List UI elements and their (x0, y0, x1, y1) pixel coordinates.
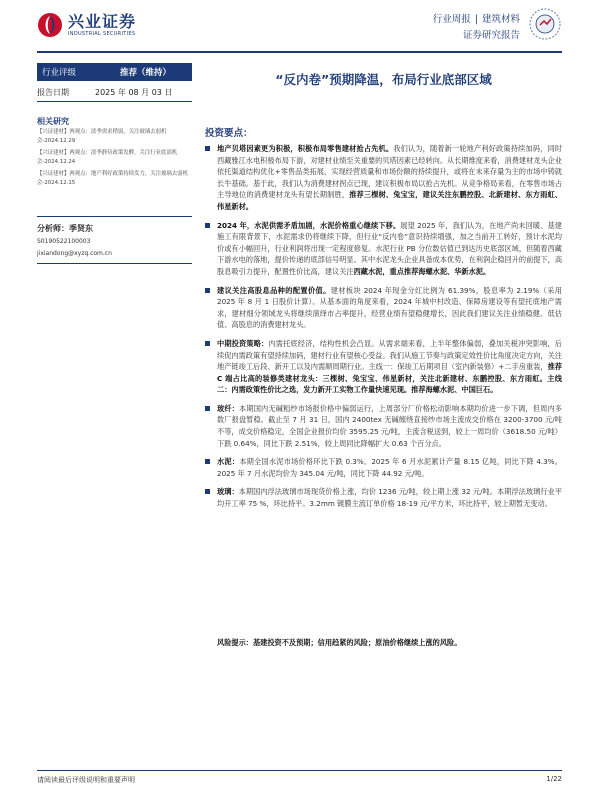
rating-label: 行业评级 (42, 68, 77, 78)
sidebar-divider (37, 216, 192, 217)
footer-divider (37, 770, 562, 771)
report-date (37, 87, 192, 98)
bullet-icon (205, 223, 210, 228)
sidebar-divider (37, 263, 192, 264)
related-research-item[interactable]: 【兴证建材】两观点：淡季需求稍弱，关注玻璃去弱机会-2024.12.29 (37, 129, 167, 144)
analyst-name: 分析师：季贤东 (37, 224, 93, 233)
bullet-icon (205, 406, 210, 411)
related-research-item[interactable]: 【兴证建材】两观点：淡季静待政策发酵，关注行业底部机会-2024.12.24 (37, 150, 178, 165)
analyst-email[interactable]: jixiandong@xyzq.com.cn (37, 250, 112, 257)
investment-point: 水泥：本期全国水泥市场价格环比下跌 0.3%。2025 年 6 月水泥累计产量 8.15 亿吨，同比下降 4.3%。2025 年 7 月水泥均价为 345.04 元/吨，同比下降 44.92 元/吨。 (205, 456, 562, 479)
page-number: 1/22 (546, 775, 562, 783)
report-title: “反内卷”预期降温，布局行业底部区域 (275, 72, 492, 87)
rating-value: 推荐（维持） (119, 68, 171, 78)
company-logo-icon (37, 12, 63, 38)
bullet-icon (205, 489, 210, 494)
related-research-list (37, 128, 195, 191)
footer-disclaimer: 请阅读最后评级说明和重要声明 (37, 776, 135, 784)
bullet-icon (205, 146, 210, 151)
report-type: 行业周报 (432, 14, 471, 25)
investment-points (205, 143, 562, 517)
bullet-icon (205, 341, 210, 346)
investment-point: 中期投资策略：内需托底经济，结构性机会凸显。从需求端来看，上半年整体偏弱，叠加关税冲突影响，后续促内需政策有望持续加码，建材行业有望核心受益。我们从施工节奏与政策定效性价比角度决定方向，关注地产链竣工后段、新开工以及内需顺周期行业。主线一：保竣工后期项目（室内新装修）+二手房重装，推荐 C 端占比高的装修类建材龙头：三棵树、兔宝宝、伟星新材，关注北新建材、东鹏控股、东方雨虹。主线二：内需政策性价比之选，发力新开工实物工作量快速见现。推荐海螺水泥、中国巨石。 (205, 338, 562, 396)
report-series: 证券研究报告 (462, 30, 520, 41)
related-research-title: 相关研究 (37, 117, 69, 126)
logo-text-en: INDUSTRIAL SECURITIES (68, 30, 136, 37)
bullet-icon (205, 459, 210, 464)
date-label: 报告日期 (37, 88, 69, 97)
investment-point: 建议关注高股息品种的配置价值。建材板块 2024 年现金分红比例为 61.39%，股息率为 2.19%（采用 2025 年 8 月 1 日股价计算）。从基本面的角度来看，2024 年城中村改造、保障房建设等有望托底地产需求，建材细分领域龙头将继续演绎市占率提升，经营业绩有望稳健增长，因此我们建议关注业绩稳健、低估值、高股息的消费建材龙头。 (205, 285, 562, 331)
risk-warning: 风险提示：基建投资不及预期；信用趋紧的风险；原油价格继续上涨的风险。 (217, 638, 462, 647)
sidebar-divider (37, 101, 192, 102)
investment-point: 地产贝塔因素更为积极，积极布局零售建材抢占先机。我们认为，随着新一轮地产利好政策持续加码，同时西藏雅江水电积极布局下游，对建材业绩至关重要的贝塔因素已经转向。从长期维度来看，消费建材龙头企业依托渠道结构优化+零售品类拓展，实现经营质量和市场份额的持续提升，或将在未来存量为主的市场中铸就长牛基础。基于此，我们认为消费建材拐点已现，建议积极布局以抢占先机。从竞争格局来看，在零售市场占主导地位的消费建材龙头有望长期制胜，推荐三棵树、兔宝宝，建议关注东鹏控股、北新建材、东方雨虹、伟星新材。 (205, 143, 562, 213)
page-header (0, 0, 600, 56)
industry-name: 建筑材料 (481, 14, 520, 25)
related-research-item[interactable]: 【兴证建材】两观点：地产利好政策持续发力，关注玻璃去弱机会-2024.12.15 (37, 171, 188, 186)
report-meta (433, 12, 520, 44)
header-divider (37, 51, 562, 53)
date-value: 2025 年 08 月 03 日 (95, 88, 173, 97)
bullet-icon (205, 288, 210, 293)
section-title: 投资要点： (205, 128, 253, 139)
logo-text-cn: 兴业证券 (68, 11, 137, 31)
company-logo (37, 12, 136, 38)
separator: | (474, 14, 478, 25)
rating-badge-icon (528, 7, 562, 41)
analyst-license-id: S0190522100003 (37, 238, 91, 245)
industry-rating (37, 63, 192, 81)
investment-point: 2024 年，水泥供需矛盾加剧，水泥价格重心继续下移。展望 2025 年，我们认为，在地产尚未回暖、基建施工有限背景下，水泥需求仍将继续下降，但行业“反内卷”意识持续增强，加之当前开工转好，预计水泥均价或有小幅回升，行业利润将出现一定程度修复。水泥行业 PB 分位数估值已到达历史底部区域，但随着西藏下游水电的落地，提价传递的底部信号明显。其中水泥龙头企业具备成本优势，在利润企稳回升的前提下，高股息吸引力提升，配置性价比高，建议关注西藏水泥，重点推荐海螺水泥、华新水泥。 (205, 220, 562, 278)
investment-point: 玻璃：本期国内浮法玻璃市场现货价格上涨，均价 1236 元/吨，较上期上涨 32 元/吨。本期浮法玻璃行业平均开工率 75 %，环比持平。3.2mm 镀膜主流订单价格 18-19 元/平方米，环比持平，较上期暂无变动。 (205, 486, 562, 509)
investment-point: 玻纤：本期国内无碱粗纱市场报价格中偏弱运行，上周部分厂价格松动影响本期均价进一步下调，但周内多数厂报盘暂稳。截止至 7 月 31 日，国内 2400tex 无碱缠绕直接纱市场主流成交价格在 3200-3700 元/吨不等，成交价格稳定，全国企业报价均价 3595.25 元/吨，主流含税送到，较上一周均价（3618.50 元/吨）下跌 0.64%，同比下跌 2.51%，较上周同比降幅扩大 0.63 个百分点。 (205, 403, 562, 449)
